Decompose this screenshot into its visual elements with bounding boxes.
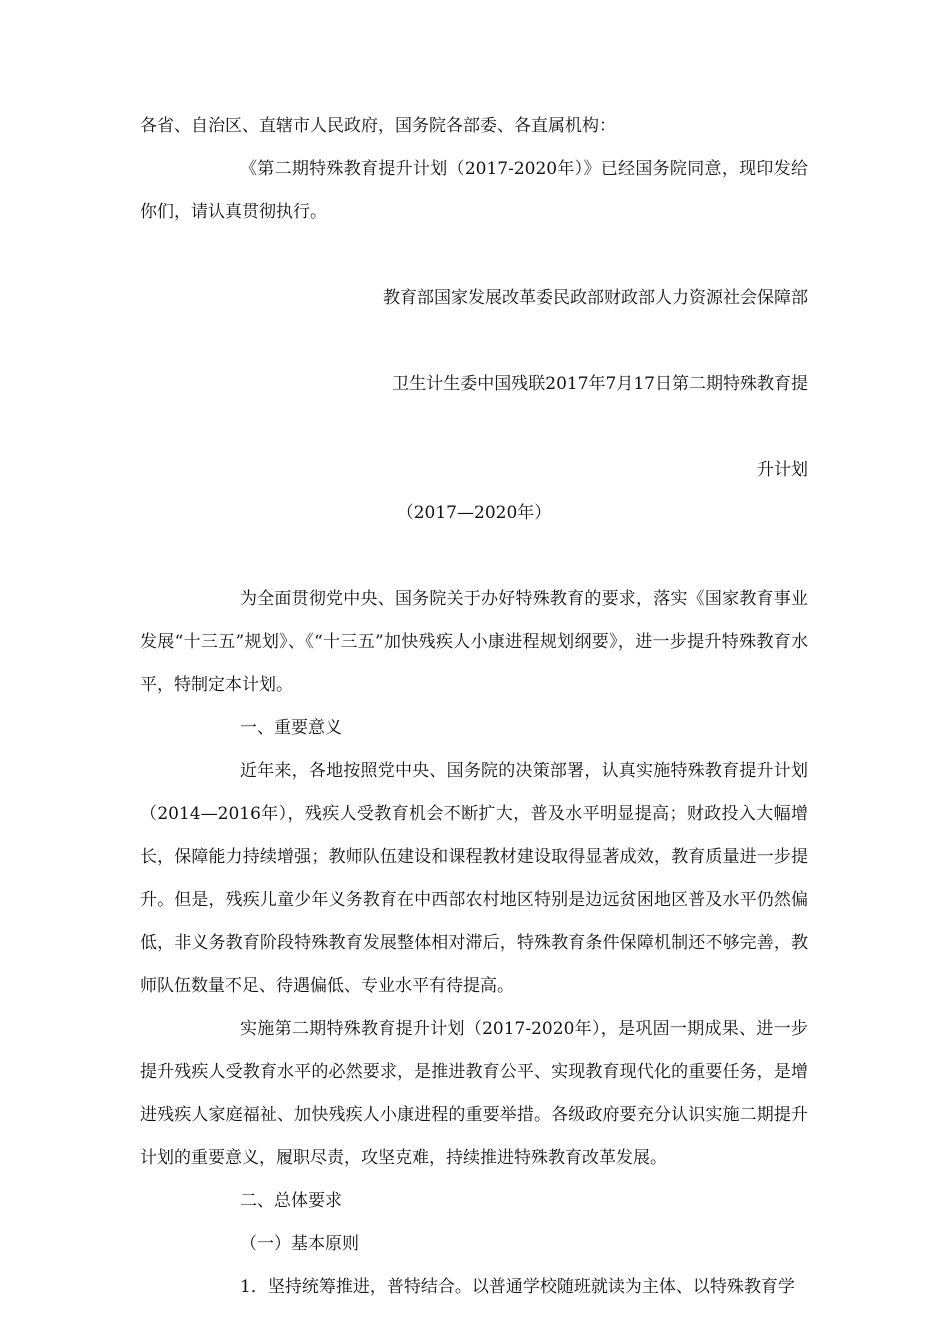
intro-paragraph: 《第二期特殊教育提升计划（2017-2020年）》已经国务院同意，现印发给你们，请认真贯彻执行。 xyxy=(140,159,808,222)
principle-item: 1．坚持统筹推进，普特结合。以普通学校随班就读为主体、以特殊教育学 xyxy=(240,1277,795,1297)
recent-progress-paragraph: 近年来，各地按照党中央、国务院的决策部署，认真实施特殊教育提升计划（2014—2016年），残疾人受教育机会不断扩大，普及水平明显提高；财政投入大幅增长，保障能力持续增强；教师队伍建设和课程教材建设取得显著成效，教育质量进一步提升。但是，残疾儿童少年义务教育在中西部农村地区特别是边远贫困地区普及水平仍然偏低，非义务教育阶段特殊教育发展整体相对滞后，特殊教育条件保障机制还不够完善，教师队伍数量不足、待遇偏低、专业水平有待提高。 xyxy=(140,761,808,996)
signature-line: 升计划 xyxy=(757,460,808,480)
spacer xyxy=(140,406,808,449)
spacer xyxy=(140,320,808,363)
purpose-paragraph: 为全面贯彻党中央、国务院关于办好特殊教育的要求，落实《国家教育事业发展“十三五”规划》、《“十三五”加快残疾人小康进程规划纲要》，进一步提升特殊教育水平，特制定本计划。 xyxy=(140,589,808,695)
section-heading: 一、重要意义 xyxy=(240,718,342,738)
signature-line: 教育部国家发展改革委民政部财政部人力资源社会保障部 xyxy=(383,288,808,308)
document-body xyxy=(140,105,808,1309)
signature-line: 卫生计生委中国残联2017年7月17日第二期特殊教育提 xyxy=(392,374,808,394)
spacer xyxy=(140,234,808,277)
section-heading: 二、总体要求 xyxy=(240,1191,342,1211)
subsection-heading: （一）基本原则 xyxy=(240,1234,359,1254)
significance-paragraph: 实施第二期特殊教育提升计划（2017-2020年），是巩固一期成果、进一步提升残疾人受教育水平的必然要求，是推进教育公平、实现教育现代化的重要任务，是增进残疾人家庭福祉、加快残疾人小康进程的重要举措。各级政府要充分认识实施二期提升计划的重要意义，履职尽责，攻坚克难，持续推进特殊教育改革发展。 xyxy=(140,1019,808,1168)
plan-period: （2017—2020年） xyxy=(396,503,552,523)
addressee: 各省、自治区、直辖市人民政府，国务院各部委、各直属机构： xyxy=(140,116,616,136)
spacer xyxy=(140,535,808,578)
